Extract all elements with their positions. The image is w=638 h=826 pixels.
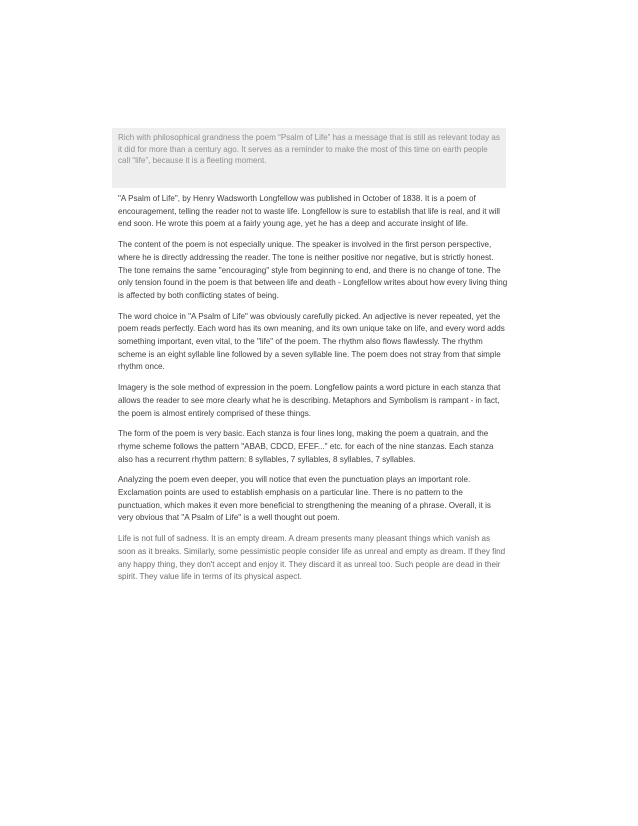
intro-text: Rich with philosophical grandness the poem “Psalm of Life” has a message that is still as relevant today as it did for more than a century ago. It serves as a reminder to make the most of this time on earth people call “life”, because it is a fleeting moment. — [118, 133, 500, 166]
paragraph-life: Life is not full of sadness. It is an empty dream. A dream presents many pleasant things which vanish as soon as it breaks. Similarly, some pessimistic people consider life as unreal and empty as dream. If they find any happy thing, they don't accept and enjoy it. They discard it as unreal too. Such people are dead in their spirit. They value life in terms of its physical aspect. — [118, 534, 506, 582]
paragraph-publication: "A Psalm of Life", by Henry Wadsworth Longfellow was published in October of 1838. It is a poem of encouragement, telling the reader not to waste life. Longfellow is sure to establish that life is real, and it will end soon. He wrote this poem at a fairly young age, yet he has a deep and accurate insight of life. — [118, 194, 500, 229]
paragraph-word-choice: The word choice in "A Psalm of Life" was obviously carefully picked. An adjective is never repeated, yet the poem reads perfectly. Each word has its own meaning, and its own unique take on life, and every word adds something important, even vital, to the "life" of the poem. The rhythm also flows flawlessly. The rhythm scheme is an eight syllable line followed by a seven syllable line. The poem does not stray from that simple rhythm once. — [118, 311, 505, 372]
paragraph-punctuation: Analyzing the poem even deeper, you will notice that even the punctuation plays an important role. Exclamation points are used to establish emphasis on a particular line. There is no pattern to the punctuation, which makes it even more beneficial to strengthening the meaning of a phrase. Overall, it is very obvious that "A Psalm of Life" is a well thought out poem. — [118, 475, 491, 523]
paragraph-content: The content of the poem is not especially unique. The speaker is involved in the first person perspective, where he is directly addressing the reader. The tone is neither positive nor negative, but is strictly honest. The tone remains the same "encouraging" style from beginning to end, and there is no change of tone. The only tension found in the poem is that between life and death - Longfellow writes about how every living thing is affected by both conflicting states of being. — [118, 240, 508, 300]
intro-callout — [112, 128, 506, 188]
paragraph-imagery: Imagery is the sole method of expression in the poem. Longfellow paints a word picture in each stanza that allows the reader to see more clearly what he is describing. Metaphors and Symbolism is rampant - in fact, the poem is almost entirely comprised of these things. — [118, 383, 501, 418]
paragraph-form: The form of the poem is very basic. Each stanza is four lines long, making the poem a quatrain, and the rhyme scheme follows the pattern "ABAB, CDCD, EFEF..." etc. for each of the nine stanzas. Each stanza also has a recurrent rhythm pattern: 8 syllables, 7 syllables, 8 syllables, 7 syllables. — [118, 429, 494, 464]
essay-body — [118, 193, 508, 592]
